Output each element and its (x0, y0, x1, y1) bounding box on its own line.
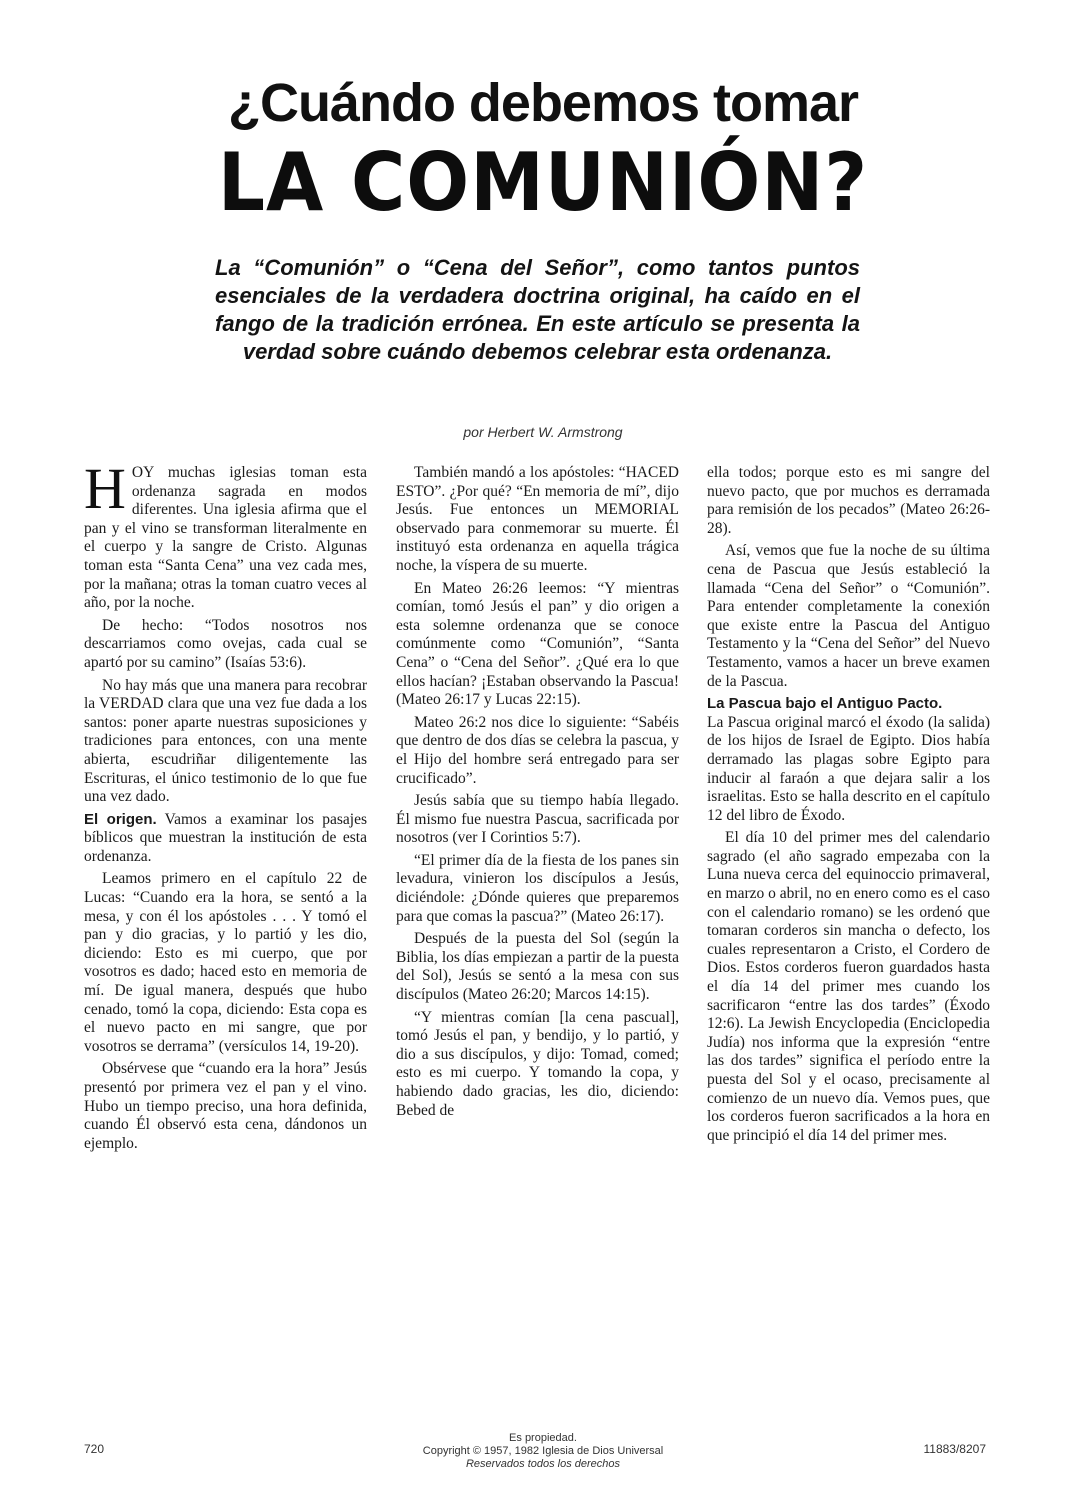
paragraph: Después de la puesta del Sol (según la Biblia, los días empiezan a partir de la puesta del Sol), Jesús se sentó a la mesa con sus discípulos (Mateo 26:20; Marcos 14:15). (396, 930, 679, 1004)
copyright-line-3: Reservados todos los derechos (465, 1458, 621, 1470)
column-2 (396, 464, 679, 1124)
lead-paragraph: La “Comunión” o “Cena del Señor”, como tantos puntos esenciales de la verdadera doctrina original, ha caído en el fango de la tradición errónea. En este artículo se presenta la verdad sobre cuándo debemos celebrar esta ordenanza. (215, 255, 860, 364)
subheading: La Pascua bajo el Antiguo Pacto. (707, 695, 943, 713)
drop-cap: H (84, 456, 126, 521)
title-line-2: LA COMUNIÓN? (217, 136, 869, 230)
paragraph (84, 811, 367, 867)
copyright-line-2: Copyright © 1957, 1982 Iglesia de Dios Universal (422, 1445, 664, 1457)
document-code: 11883/8207 (923, 1442, 986, 1456)
paragraph: Leamos primero en el capítulo 22 de Lucas: “Cuando era la hora, se sentó a la mesa, y con él los apóstoles . . . Y tomó el pan y dio gracias, y lo partió y les dio, diciendo: Esto es mi cuerpo, que por vosotros es dado; haced esto en memoria de mí. De igual manera, después que hubo cenado, tomó la copa, diciendo: Esta copa es el nuevo pacto en mi sangre, que por vosotros se derrama” (versículos 14, 19-20). (84, 870, 367, 1055)
paragraph: “El primer día de la fiesta de los panes sin levadura, vinieron los discípulos a Jesús, diciéndole: ¿Dónde quieres que preparemos para que comas la pascua?” (Mateo 26:17). (396, 851, 679, 925)
paragraph: De hecho: “Todos nosotros nos descarriamos como ovejas, cada cual se apartó por su camino” (Isaías 53:6). (84, 616, 367, 671)
paragraph-text: Vamos a examinar los pasajes bíblicos que muestran la institución de esta ordenanza. (84, 810, 367, 865)
paragraph: El día 10 del primer mes del calendario sagrado (el año sagrado empezaba con la Luna nueva cerca del equinoccio primaveral, en marzo o abril, no en enero como es el caso con el calendario romano) se les ordenó que tomaran corderos sin mancha o defecto, los cuales representaron a Cristo, el Cordero de Dios. Estos corderos fueron guardados hasta el día 14 del primer mes cuando los sacrificaron “entre las dos tardes” (Éxodo 12:6). La Jewish Encyclopedia (Enciclopedia Judía) nos informa que la expresión “entre las dos tardes” significa el período entre la puesta del Sol y el ocaso, precisamente al comienzo de un nuevo día. Vemos pues, que los corderos fueron sacrificados a la hora en que principió el día 14 del primer mes. (707, 829, 990, 1144)
paragraph: No hay más que una manera para recobrar la VERDAD clara que una vez fue dada a los santos: poner aparte nuestras suposiciones y tradiciones para entonces, con una mente abierta, escudriñar diligentemente las Escrituras, el único testimonio de lo que fue una vez dado. (84, 676, 367, 806)
paragraph: Obsérvese que “cuando era la hora” Jesús presentó por primera vez el pan y el vino. Hubo un tiempo preciso, una hora definida, cuando Él observó esta cena, dándonos un ejemplo. (84, 1060, 367, 1152)
title-line-1: ¿Cuándo debemos tomar (227, 73, 859, 133)
copyright-line-1: Es propiedad. (509, 1432, 577, 1444)
paragraph-text: La Pascua original marcó el éxodo (la salida) de los hijos de Israel de Egipto. Dios había derramado las plagas sobre Egipto para inducir al faraón a que dejara salir a los israelitas. Esto se halla descrito en el capítulo 12 del libro de Éxodo. (707, 713, 990, 824)
paragraph: Mateo 26:2 nos dice lo siguiente: “Sabéis que dentro de dos días se celebra la pascua, y el Hijo del hombre será entregado para ser crucificado”. (396, 713, 679, 787)
subheading: El origen. (84, 810, 157, 828)
paragraph: Así, vemos que fue la noche de su última cena de Pascua que Jesús estableció la llamada “Cena del Señor” o “Comunión”. Para entender completamente la conexión que existe entre la Pascua del Antiguo Testamento y la “Cena del Señor” del Nuevo Testamento, vamos a hacer un breve examen de la Pascua. (707, 542, 990, 690)
paragraph: Jesús sabía que su tiempo había llegado. Él mismo fue nuestra Pascua, sacrificada por nosotros (ver I Corintios 5:7). (396, 792, 679, 847)
paragraph (84, 456, 367, 613)
column-3 (707, 464, 990, 1149)
page-number: 720 (84, 1442, 105, 1456)
column-1 (84, 456, 367, 1157)
paragraph: “Y mientras comían [la cena pascual], tomó Jesús el pan, y bendijo, y lo partió, y dio a sus discípulos, y dijo: Tomad, comed; esto es mi cuerpo. Y tomando la copa, y habiendo dado gracias, les dio, diciendo: Bebed de (396, 1008, 679, 1119)
paragraph: ella todos; porque esto es mi sangre del nuevo pacto, que por muchos es derramada para remisión de los pecados” (Mateo 26:26-28). (707, 464, 990, 537)
paragraph (707, 695, 990, 825)
paragraph-text: OY muchas iglesias toman esta ordenanza sagrada en modos diferentes. Una iglesia afirma que el pan y el vino se transforman literalmente en el cuerpo y la sangre de Cristo. Algunas toman esta “Santa Cena” una vez cada mes, por la mañana; otras la toman cuatro veces al año, por la noche. (84, 464, 367, 612)
paragraph: En Mateo 26:26 leemos: “Y mientras comían, tomó Jesús el pan” y dio origen a esta solemne ordenanza que se conoce comúnmente como “Comunión”, “Santa Cena” o “Cena del Señor”. ¿Qué era lo que ellos hacían? ¡Estaban observando la Pascua! (Mateo 26:17 y Lucas 22:15). (396, 579, 679, 709)
byline: por Herbert W. Armstrong (463, 424, 623, 440)
paragraph: También mandó a los apóstoles: “HACED ESTO”. ¿Por qué? “En memoria de mí”, dijo Jesús. Fue entonces un MEMORIAL observado para conmemorar su muerte. Él instituyó esta ordenanza en aquella trágica noche, la víspera de su muerte. (396, 464, 679, 574)
